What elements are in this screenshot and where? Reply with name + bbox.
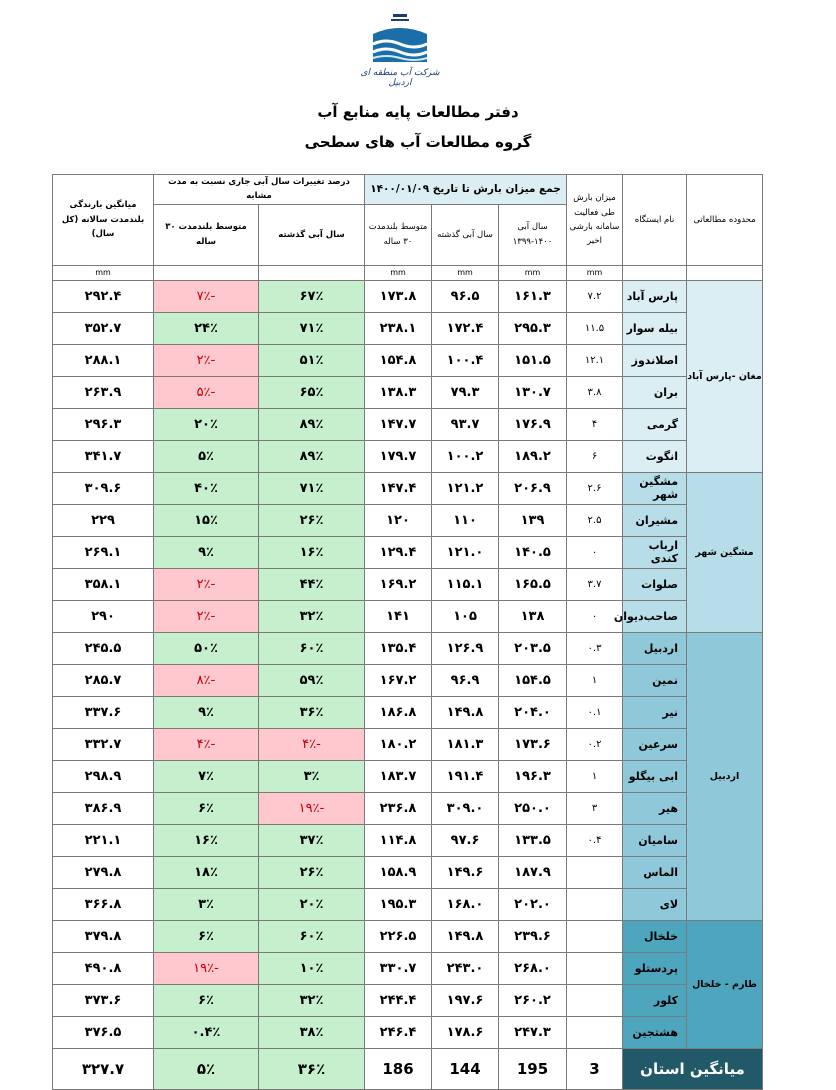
table-row: [53, 504, 763, 536]
change-vs-avg-value: ۶٪: [154, 984, 259, 1016]
current-year-value: ۲۹۵.۳: [499, 312, 567, 344]
table-row: [53, 536, 763, 568]
avg-previous-year: 144: [432, 1048, 499, 1089]
change-vs-avg-value: -۲٪: [154, 344, 259, 376]
change-vs-prev-value: ۲۰٪: [259, 888, 365, 920]
unit-mm: mm: [499, 265, 567, 280]
previous-year-value: ۱۲۱.۰: [432, 536, 499, 568]
province-average-row: [53, 1048, 763, 1089]
change-vs-prev-value: ۳۷٪: [259, 824, 365, 856]
avg30-value: ۱۸۳.۷: [365, 760, 432, 792]
annual-avg-value: ۳۷۹.۸: [53, 920, 154, 952]
previous-year-value: ۹۶.۹: [432, 664, 499, 696]
office-title: دفتر مطالعات پایه منابع آب: [317, 103, 519, 121]
change-vs-prev-value: ۶۰٪: [259, 632, 365, 664]
current-year-value: ۲۰۳.۵: [499, 632, 567, 664]
change-vs-avg-value: ۲۴٪: [154, 312, 259, 344]
change-vs-avg-value: -۸٪: [154, 664, 259, 696]
table-row: [53, 312, 763, 344]
header-change-group: درصد تغییرات سال آبی جاری نسبت به مدت مشابه: [154, 175, 365, 205]
header-recent-rain: میزان بارش طی فعالیت سامانه بارشی اخیر: [567, 175, 623, 266]
avg30-value: ۱۷۳.۸: [365, 280, 432, 312]
annual-avg-value: ۲۴۵.۵: [53, 632, 154, 664]
avg30-value: ۱۵۸.۹: [365, 856, 432, 888]
table-row: [53, 280, 763, 312]
current-year-value: ۲۵۰.۰: [499, 792, 567, 824]
table-row: [53, 440, 763, 472]
avg30-value: ۱۱۴.۸: [365, 824, 432, 856]
change-vs-prev-value: ۵۹٪: [259, 664, 365, 696]
change-vs-avg-value: ۱۶٪: [154, 824, 259, 856]
recent-rain-value: ۱: [567, 760, 623, 792]
change-vs-prev-value: ۶۷٪: [259, 280, 365, 312]
station-name: اردبیل: [623, 632, 687, 664]
current-year-value: ۲۰۴.۰: [499, 696, 567, 728]
current-year-value: ۲۰۶.۹: [499, 472, 567, 504]
previous-year-value: ۱۰۰.۲: [432, 440, 499, 472]
avg-current-year: 195: [499, 1048, 567, 1089]
unit-blank: [154, 265, 259, 280]
current-year-value: ۱۹۶.۳: [499, 760, 567, 792]
region-cell: طارم - خلخال: [687, 920, 763, 1048]
recent-rain-value: ۷.۲: [567, 280, 623, 312]
group-title: گروه مطالعات آب های سطحی: [304, 133, 532, 151]
change-vs-prev-value: ۶۰٪: [259, 920, 365, 952]
recent-rain-value: ۱۲.۱: [567, 344, 623, 376]
recent-rain-value: ۱: [567, 664, 623, 696]
recent-rain-value: ۰.۱: [567, 696, 623, 728]
station-name: بیله سوار: [623, 312, 687, 344]
company-logo: [355, 12, 445, 88]
table-row: [53, 472, 763, 504]
change-vs-prev-value: ۳۲٪: [259, 984, 365, 1016]
change-vs-avg-value: -۵٪: [154, 376, 259, 408]
table-row: [53, 1016, 763, 1048]
current-year-value: ۲۳۹.۶: [499, 920, 567, 952]
change-vs-prev-value: ۳٪: [259, 760, 365, 792]
station-name: نمین: [623, 664, 687, 696]
table-row: [53, 824, 763, 856]
change-vs-avg-value: ۲۰٪: [154, 408, 259, 440]
avg30-value: ۱۶۷.۲: [365, 664, 432, 696]
previous-year-value: ۹۳.۷: [432, 408, 499, 440]
previous-year-value: ۲۴۳.۰: [432, 952, 499, 984]
change-vs-avg-value: ۹٪: [154, 536, 259, 568]
recent-rain-value: ۰: [567, 536, 623, 568]
recent-rain-value: ۱۱.۵: [567, 312, 623, 344]
change-vs-avg-value: -۴٪: [154, 728, 259, 760]
avg30-value: ۱۳۸.۳: [365, 376, 432, 408]
current-year-value: ۲۶۰.۲: [499, 984, 567, 1016]
avg30-value: ۱۷۹.۷: [365, 440, 432, 472]
change-vs-avg-value: -۲٪: [154, 568, 259, 600]
station-name: ارباب کندی: [623, 536, 687, 568]
annual-avg-value: ۲۷۹.۸: [53, 856, 154, 888]
avg30-value: ۲۳۶.۸: [365, 792, 432, 824]
avg-recent-rain: 3: [567, 1048, 623, 1089]
annual-avg-value: ۳۵۸.۱: [53, 568, 154, 600]
rainfall-table: [52, 174, 763, 1090]
change-vs-prev-value: ۳۸٪: [259, 1016, 365, 1048]
recent-rain-value: ۲.۵: [567, 504, 623, 536]
unit-mm: mm: [53, 265, 154, 280]
change-vs-prev-value: ۳۶٪: [259, 696, 365, 728]
change-vs-prev-value: ۸۹٪: [259, 408, 365, 440]
annual-avg-value: ۳۳۷.۶: [53, 696, 154, 728]
avg30-value: ۱۸۰.۲: [365, 728, 432, 760]
previous-year-value: ۱۹۱.۴: [432, 760, 499, 792]
current-year-value: ۱۳۰.۷: [499, 376, 567, 408]
avg30-value: ۳۳۰.۷: [365, 952, 432, 984]
current-year-value: ۱۳۳.۵: [499, 824, 567, 856]
unit-blank-region: [687, 265, 763, 280]
change-vs-prev-value: ۸۹٪: [259, 440, 365, 472]
table-row: [53, 632, 763, 664]
table-row: [53, 984, 763, 1016]
current-year-value: ۲۶۸.۰: [499, 952, 567, 984]
annual-avg-value: ۲۹۰: [53, 600, 154, 632]
station-name: هیر: [623, 792, 687, 824]
unit-mm: mm: [432, 265, 499, 280]
previous-year-value: ۱۷۸.۶: [432, 1016, 499, 1048]
unit-mm: mm: [365, 265, 432, 280]
avg30-value: ۱۹۵.۳: [365, 888, 432, 920]
change-vs-prev-value: ۳۲٪: [259, 600, 365, 632]
current-year-value: ۲۴۷.۳: [499, 1016, 567, 1048]
change-vs-avg-value: ۰.۴٪: [154, 1016, 259, 1048]
change-vs-prev-value: ۷۱٪: [259, 472, 365, 504]
station-name: کلور: [623, 984, 687, 1016]
change-vs-avg-value: ۶٪: [154, 792, 259, 824]
previous-year-value: ۱۴۹.۶: [432, 856, 499, 888]
header-year-current: سال آبی ۱۴۰۰-۱۳۹۹: [499, 204, 567, 265]
avg30-value: ۱۴۱: [365, 600, 432, 632]
header-region: محدوده مطالعاتی: [687, 175, 763, 266]
header-chg-prev: سال آبی گذشته: [259, 204, 365, 265]
change-vs-avg-value: -۱۹٪: [154, 952, 259, 984]
station-name: پردستلو: [623, 952, 687, 984]
recent-rain-value: ۳.۸: [567, 376, 623, 408]
change-vs-avg-value: ۶٪: [154, 920, 259, 952]
current-year-value: ۱۵۱.۵: [499, 344, 567, 376]
recent-rain-value: [567, 920, 623, 952]
station-name: گرمی: [623, 408, 687, 440]
previous-year-value: ۱۱۰: [432, 504, 499, 536]
header-annual-avg: میانگین بارندگی بلندمدت سالانه (کل سال): [53, 175, 154, 266]
recent-rain-value: [567, 1016, 623, 1048]
avg-annual: ۳۲۷.۷: [53, 1048, 154, 1089]
change-vs-avg-value: ۵۰٪: [154, 632, 259, 664]
change-vs-avg-value: ۴۰٪: [154, 472, 259, 504]
current-year-value: ۱۷۶.۹: [499, 408, 567, 440]
annual-avg-value: ۳۴۱.۷: [53, 440, 154, 472]
province-average-label: میانگین استان: [623, 1048, 763, 1089]
annual-avg-value: ۳۳۲.۷: [53, 728, 154, 760]
avg-avg30: 186: [365, 1048, 432, 1089]
table-row: [53, 376, 763, 408]
current-year-value: ۱۸۹.۲: [499, 440, 567, 472]
change-vs-prev-value: ۵۱٪: [259, 344, 365, 376]
previous-year-value: ۱۲۶.۹: [432, 632, 499, 664]
annual-avg-value: ۲۹۸.۹: [53, 760, 154, 792]
previous-year-value: ۱۷۲.۴: [432, 312, 499, 344]
current-year-value: ۱۳۹: [499, 504, 567, 536]
annual-avg-value: ۲۲۱.۱: [53, 824, 154, 856]
recent-rain-value: ۳: [567, 792, 623, 824]
annual-avg-value: ۲۸۸.۱: [53, 344, 154, 376]
avg30-value: ۱۲۰: [365, 504, 432, 536]
avg30-value: ۱۶۹.۲: [365, 568, 432, 600]
region-cell: مغان -پارس آباد: [687, 280, 763, 472]
table-row: [53, 696, 763, 728]
annual-avg-value: ۴۹۰.۸: [53, 952, 154, 984]
unit-blank: [259, 265, 365, 280]
current-year-value: ۱۶۵.۵: [499, 568, 567, 600]
station-name: پارس آباد: [623, 280, 687, 312]
station-name: سامیان: [623, 824, 687, 856]
table-row: [53, 728, 763, 760]
previous-year-value: ۱۱۵.۱: [432, 568, 499, 600]
table-row: [53, 600, 763, 632]
table-row: [53, 888, 763, 920]
current-year-value: ۱۳۸: [499, 600, 567, 632]
avg30-value: ۱۸۶.۸: [365, 696, 432, 728]
current-year-value: ۱۷۳.۶: [499, 728, 567, 760]
change-vs-prev-value: ۷۱٪: [259, 312, 365, 344]
change-vs-avg-value: ۵٪: [154, 440, 259, 472]
table-row: [53, 664, 763, 696]
table-row: [53, 792, 763, 824]
change-vs-avg-value: ۱۸٪: [154, 856, 259, 888]
annual-avg-value: ۲۶۳.۹: [53, 376, 154, 408]
header-chg-avg: متوسط بلندمدت ۳۰ ساله: [154, 204, 259, 265]
annual-avg-value: ۳۰۹.۶: [53, 472, 154, 504]
change-vs-avg-value: ۹٪: [154, 696, 259, 728]
current-year-value: ۱۴۰.۵: [499, 536, 567, 568]
header-avg30: متوسط بلندمدت ۳۰ ساله: [365, 204, 432, 265]
avg30-value: ۱۴۷.۷: [365, 408, 432, 440]
current-year-value: ۱۶۱.۳: [499, 280, 567, 312]
previous-year-value: ۱۰۵: [432, 600, 499, 632]
previous-year-value: ۳۰۹.۰: [432, 792, 499, 824]
recent-rain-value: ۲.۶: [567, 472, 623, 504]
recent-rain-value: ۳.۷: [567, 568, 623, 600]
logo-caption: شرکت آب منطقه ای اردبیل: [360, 68, 440, 88]
recent-rain-value: [567, 888, 623, 920]
unit-blank-station: [623, 265, 687, 280]
station-name: اصلاندوز: [623, 344, 687, 376]
avg-change-vs-avg: ۵٪: [154, 1048, 259, 1089]
change-vs-prev-value: -۴٪: [259, 728, 365, 760]
header-station: نام ایستگاه: [623, 175, 687, 266]
current-year-value: ۲۰۲.۰: [499, 888, 567, 920]
header-year-prev: سال آبی گذشته: [432, 204, 499, 265]
previous-year-value: ۱۴۹.۸: [432, 696, 499, 728]
station-name: هشتجین: [623, 1016, 687, 1048]
station-name: بران: [623, 376, 687, 408]
region-cell: اردبیل: [687, 632, 763, 920]
recent-rain-value: ۴: [567, 408, 623, 440]
avg30-value: ۱۵۴.۸: [365, 344, 432, 376]
avg30-value: ۲۴۴.۴: [365, 984, 432, 1016]
table-row: [53, 344, 763, 376]
station-name: خلخال: [623, 920, 687, 952]
annual-avg-value: ۳۷۳.۶: [53, 984, 154, 1016]
table-row: [53, 408, 763, 440]
rainfall-table-container: [52, 174, 762, 1090]
avg-change-vs-prev: ۳۶٪: [259, 1048, 365, 1089]
recent-rain-value: [567, 952, 623, 984]
table-row: [53, 760, 763, 792]
annual-avg-value: ۲۹۲.۴: [53, 280, 154, 312]
table-row: [53, 920, 763, 952]
header-total-group: جمع میزان بارش تا تاریخ ۱۴۰۰/۰۱/۰۹: [365, 175, 567, 205]
station-name: مشگین شهر: [623, 472, 687, 504]
table-row: [53, 856, 763, 888]
recent-rain-value: ۶: [567, 440, 623, 472]
station-name: الماس: [623, 856, 687, 888]
recent-rain-value: ۰: [567, 600, 623, 632]
avg30-value: ۱۴۷.۴: [365, 472, 432, 504]
change-vs-prev-value: ۱۶٪: [259, 536, 365, 568]
recent-rain-value: [567, 984, 623, 1016]
change-vs-avg-value: -۲٪: [154, 600, 259, 632]
change-vs-avg-value: ۳٪: [154, 888, 259, 920]
table-row: [53, 952, 763, 984]
station-name: صاحب‌دیوان: [623, 600, 687, 632]
table-body: [53, 280, 763, 1089]
change-vs-prev-value: ۶۵٪: [259, 376, 365, 408]
annual-avg-value: ۳۶۶.۸: [53, 888, 154, 920]
annual-avg-value: ۲۹۶.۳: [53, 408, 154, 440]
change-vs-prev-value: ۱۰٪: [259, 952, 365, 984]
station-name: انگوت: [623, 440, 687, 472]
avg30-value: ۲۴۶.۴: [365, 1016, 432, 1048]
station-name: مشیران: [623, 504, 687, 536]
change-vs-avg-value: -۷٪: [154, 280, 259, 312]
annual-avg-value: ۲۶۹.۱: [53, 536, 154, 568]
change-vs-prev-value: ۴۴٪: [259, 568, 365, 600]
change-vs-prev-value: ۲۶٪: [259, 856, 365, 888]
avg30-value: ۲۳۸.۱: [365, 312, 432, 344]
unit-mm: mm: [567, 265, 623, 280]
previous-year-value: ۱۶۸.۰: [432, 888, 499, 920]
region-cell: مشگین شهر: [687, 472, 763, 632]
station-name: نیر: [623, 696, 687, 728]
annual-avg-value: ۳۸۶.۹: [53, 792, 154, 824]
previous-year-value: ۹۷.۶: [432, 824, 499, 856]
change-vs-avg-value: ۱۵٪: [154, 504, 259, 536]
station-name: لای: [623, 888, 687, 920]
previous-year-value: ۹۶.۵: [432, 280, 499, 312]
previous-year-value: ۱۸۱.۳: [432, 728, 499, 760]
change-vs-prev-value: -۱۹٪: [259, 792, 365, 824]
avg30-value: ۲۲۶.۵: [365, 920, 432, 952]
annual-avg-value: ۳۵۲.۷: [53, 312, 154, 344]
recent-rain-value: ۰.۴: [567, 824, 623, 856]
recent-rain-value: [567, 856, 623, 888]
change-vs-prev-value: ۲۶٪: [259, 504, 365, 536]
previous-year-value: ۱۲۱.۲: [432, 472, 499, 504]
previous-year-value: ۷۹.۳: [432, 376, 499, 408]
water-wave-logo-icon: [355, 12, 445, 74]
station-name: ابی بیگلو: [623, 760, 687, 792]
annual-avg-value: ۲۸۵.۷: [53, 664, 154, 696]
previous-year-value: ۱۴۹.۸: [432, 920, 499, 952]
avg30-value: ۱۳۵.۴: [365, 632, 432, 664]
table-row: [53, 568, 763, 600]
annual-avg-value: ۲۲۹: [53, 504, 154, 536]
previous-year-value: ۱۰۰.۴: [432, 344, 499, 376]
change-vs-avg-value: ۷٪: [154, 760, 259, 792]
station-name: سرعین: [623, 728, 687, 760]
annual-avg-value: ۳۷۶.۵: [53, 1016, 154, 1048]
current-year-value: ۱۵۴.۵: [499, 664, 567, 696]
station-name: صلوات: [623, 568, 687, 600]
recent-rain-value: ۰.۳: [567, 632, 623, 664]
previous-year-value: ۱۹۷.۶: [432, 984, 499, 1016]
avg30-value: ۱۲۹.۴: [365, 536, 432, 568]
recent-rain-value: ۰.۲: [567, 728, 623, 760]
current-year-value: ۱۸۷.۹: [499, 856, 567, 888]
